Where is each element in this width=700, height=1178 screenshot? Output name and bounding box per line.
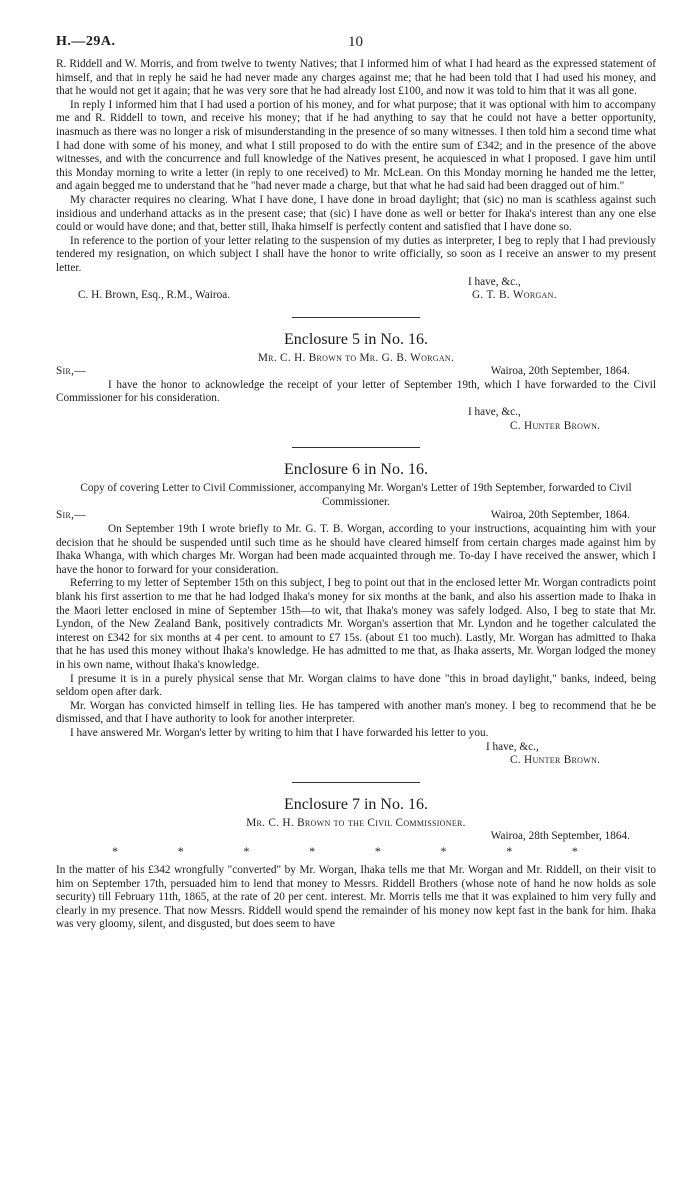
- salutation-date-row: [56, 365, 656, 379]
- asterisk: *: [243, 843, 250, 858]
- enclosure-subtitle: Mr. C. H. Brown to the Civil Commissioner.: [246, 816, 466, 829]
- enclosure-subtitle: Copy of covering Letter to Civil Commissioner, accompanying Mr. Worgan's Letter of 19th September, forwarded to Civil Commissioner.: [80, 482, 632, 508]
- paragraph: In the matter of his £342 wrongfully "converted" by Mr. Worgan, Ihaka tells me that Mr. Worgan and Mr. Riddell, on their visit to him on September 17th, persuaded him to lend that money to Messrs. Riddell Brothers (whose note of hand he now holds as sole security) till February 11th, 1865, at the rate of 20 per cent. interest. Mr. Morris tells me that it was explained to him very fully and clearly in my presence. That now Messrs. Riddell would spend the remainder of his money now kept fast in the bank for him. Ihaka was very gloomy, silent, and disgusted, but does seem to have: [56, 863, 656, 931]
- salutation: Sir,—: [56, 365, 86, 378]
- asterisk: *: [112, 843, 118, 858]
- document-page: [56, 34, 656, 932]
- enclosure-title: Enclosure 6 in No. 16.: [284, 461, 428, 479]
- signature: C. Hunter Brown.: [510, 754, 601, 767]
- paragraph: R. Riddell and W. Morris, and from twelve to twenty Natives; that I informed him of what I had heard as the expressed statement of himself, and that in reply he said he had never made any charges against me; that he had been told that I had used his money, and that he would not get it again; that he was very sore that he had already lost £100, and now it was told to him that it was all gone.: [56, 58, 656, 98]
- page-header: [56, 34, 656, 58]
- paragraph: I presume it is in a purely physical sense that Mr. Worgan claims to have done "this in broad daylight," banks, indeed, being seldom open after dark.: [56, 672, 656, 699]
- page-number: 10: [348, 34, 363, 50]
- section-divider: [292, 447, 420, 448]
- paragraph: I have the honor to acknowledge the receipt of your letter of September 19th, which I have forwarded to the Civil Commissioner for his consideration.: [56, 378, 656, 405]
- paragraph: In reply I informed him that I had used a portion of his money, and for what purpose; that it was optional with him to accompany me and R. Riddell to town, and receive his money; that if he had anything to say that he could not have a better opportunity, inasmuch as there was no longer a risk of misunderstanding in the presence of so many witnesses. I then told him a second time what I had done with some of his money, and what I still proposed to do with the entire sum of £342; and in the presence of the above witnesses, and with the concurrence and full knowledge of the Natives present, he acquiesced in what I proposed. I gave him until this Monday morning to write a letter (in reply to one received) to Mr. McLean. On this Monday morning he handed me the letter, and again begged me to understand that he "had never made a charge, but that what he had said had been dragged out of him.": [56, 98, 656, 193]
- asterisk: *: [440, 843, 447, 858]
- letter-date: Wairoa, 20th September, 1864.: [490, 509, 630, 522]
- enclosure-title: Enclosure 5 in No. 16.: [284, 330, 428, 348]
- salutation-date-row: [56, 509, 656, 523]
- enclosure-6: [56, 460, 656, 767]
- asterisk: *: [506, 843, 513, 858]
- paragraph: I have answered Mr. Worgan's letter by writing to him that I have forwarded his letter to you.: [70, 726, 489, 739]
- paragraph: Referring to my letter of September 15th on this subject, I beg to point out that in the enclosed letter Mr. Worgan contradicts point blank his first assertion to me that he had lodged Ihaka's money for six months at the bank, and also his assertion made to Ihaka in the Maori letter enclosed in mine of September 15th—to wit, that Ihaka's money was safely lodged. Also, I beg to state that Mr. Lyndon, of the New Zealand Bank, positively contradicts Mr. Worgan's assertion that Mr. Lyndon and he together calculated the interest on £342 for six months at 4 per cent. to amount to £7 15s. (about £1 too much). Lastly, Mr. Worgan has admitted to Ihaka that he has used this money without Ihaka's knowledge. He has admitted to me that, as Ihaka asserts, Mr. Worgan lodged the money in his own name, without Ihaka's knowledge.: [56, 577, 656, 671]
- enclosure-title: Enclosure 7 in No. 16.: [284, 795, 428, 813]
- asterisk: *: [309, 843, 316, 858]
- date-row: [56, 830, 656, 844]
- letter-date: Wairoa, 28th September, 1864.: [490, 830, 630, 843]
- paragraph: Mr. Worgan has convicted himself in telling lies. He has tampered with another man's money. I beg to recommend that he be dismissed, and that I have authority to look for another interpreter.: [56, 699, 656, 726]
- enclosure-5: [56, 330, 656, 434]
- letter-date: Wairoa, 20th September, 1864.: [490, 365, 630, 378]
- omission-asterisks: [56, 844, 656, 858]
- salutation: Sir,—: [56, 509, 86, 522]
- signature: C. Hunter Brown.: [510, 419, 601, 432]
- letter-continuation: [56, 58, 656, 303]
- closing: I have, &c.,: [486, 740, 539, 753]
- paragraph: My character requires no clearing. What I have done, I have done in broad daylight; that (sic) no man is scathless against such insidious and underhand attacks as in the present case; that (sic) I have done as well or better for Ihaka's interest than any one else could or would have done; and that, better still, Ihaka himself is perfectly content and satisfied that I have done so.: [56, 193, 656, 234]
- paragraph: On September 19th I wrote briefly to Mr. G. T. B. Worgan, according to your instructions, acquainting him with your decision that he should be suspended until such time as he should have cleared himself from certain charges made against him by Ihaka Whanga, with which charges Mr. Worgan had been made acquainted through me. To-day I have received the answer, which I have the honor to forward for your consideration.: [56, 523, 656, 576]
- addressee: C. H. Brown, Esq., R.M., Wairoa.: [78, 289, 231, 302]
- section-divider: [292, 317, 420, 318]
- signature-row: [56, 289, 656, 303]
- asterisk: *: [177, 843, 184, 858]
- enclosure-subtitle: Mr. C. H. Brown to Mr. G. B. Worgan.: [257, 351, 455, 364]
- document-reference: H.—29A.: [56, 34, 116, 49]
- closing: I have, &c.,: [468, 275, 521, 288]
- asterisk: *: [571, 843, 578, 858]
- section-divider: [292, 782, 420, 783]
- enclosure-7: [56, 795, 656, 932]
- asterisk: *: [374, 843, 381, 858]
- closing: I have, &c.,: [468, 406, 521, 419]
- paragraph: In reference to the portion of your letter relating to the suspension of my duties as interpreter, I beg to reply that I had previously tendered my resignation, on which subject I shall have the honor to write officially, so soon as I receive an answer to my present letter.: [56, 234, 656, 274]
- signature: G. T. B. Worgan.: [472, 289, 557, 302]
